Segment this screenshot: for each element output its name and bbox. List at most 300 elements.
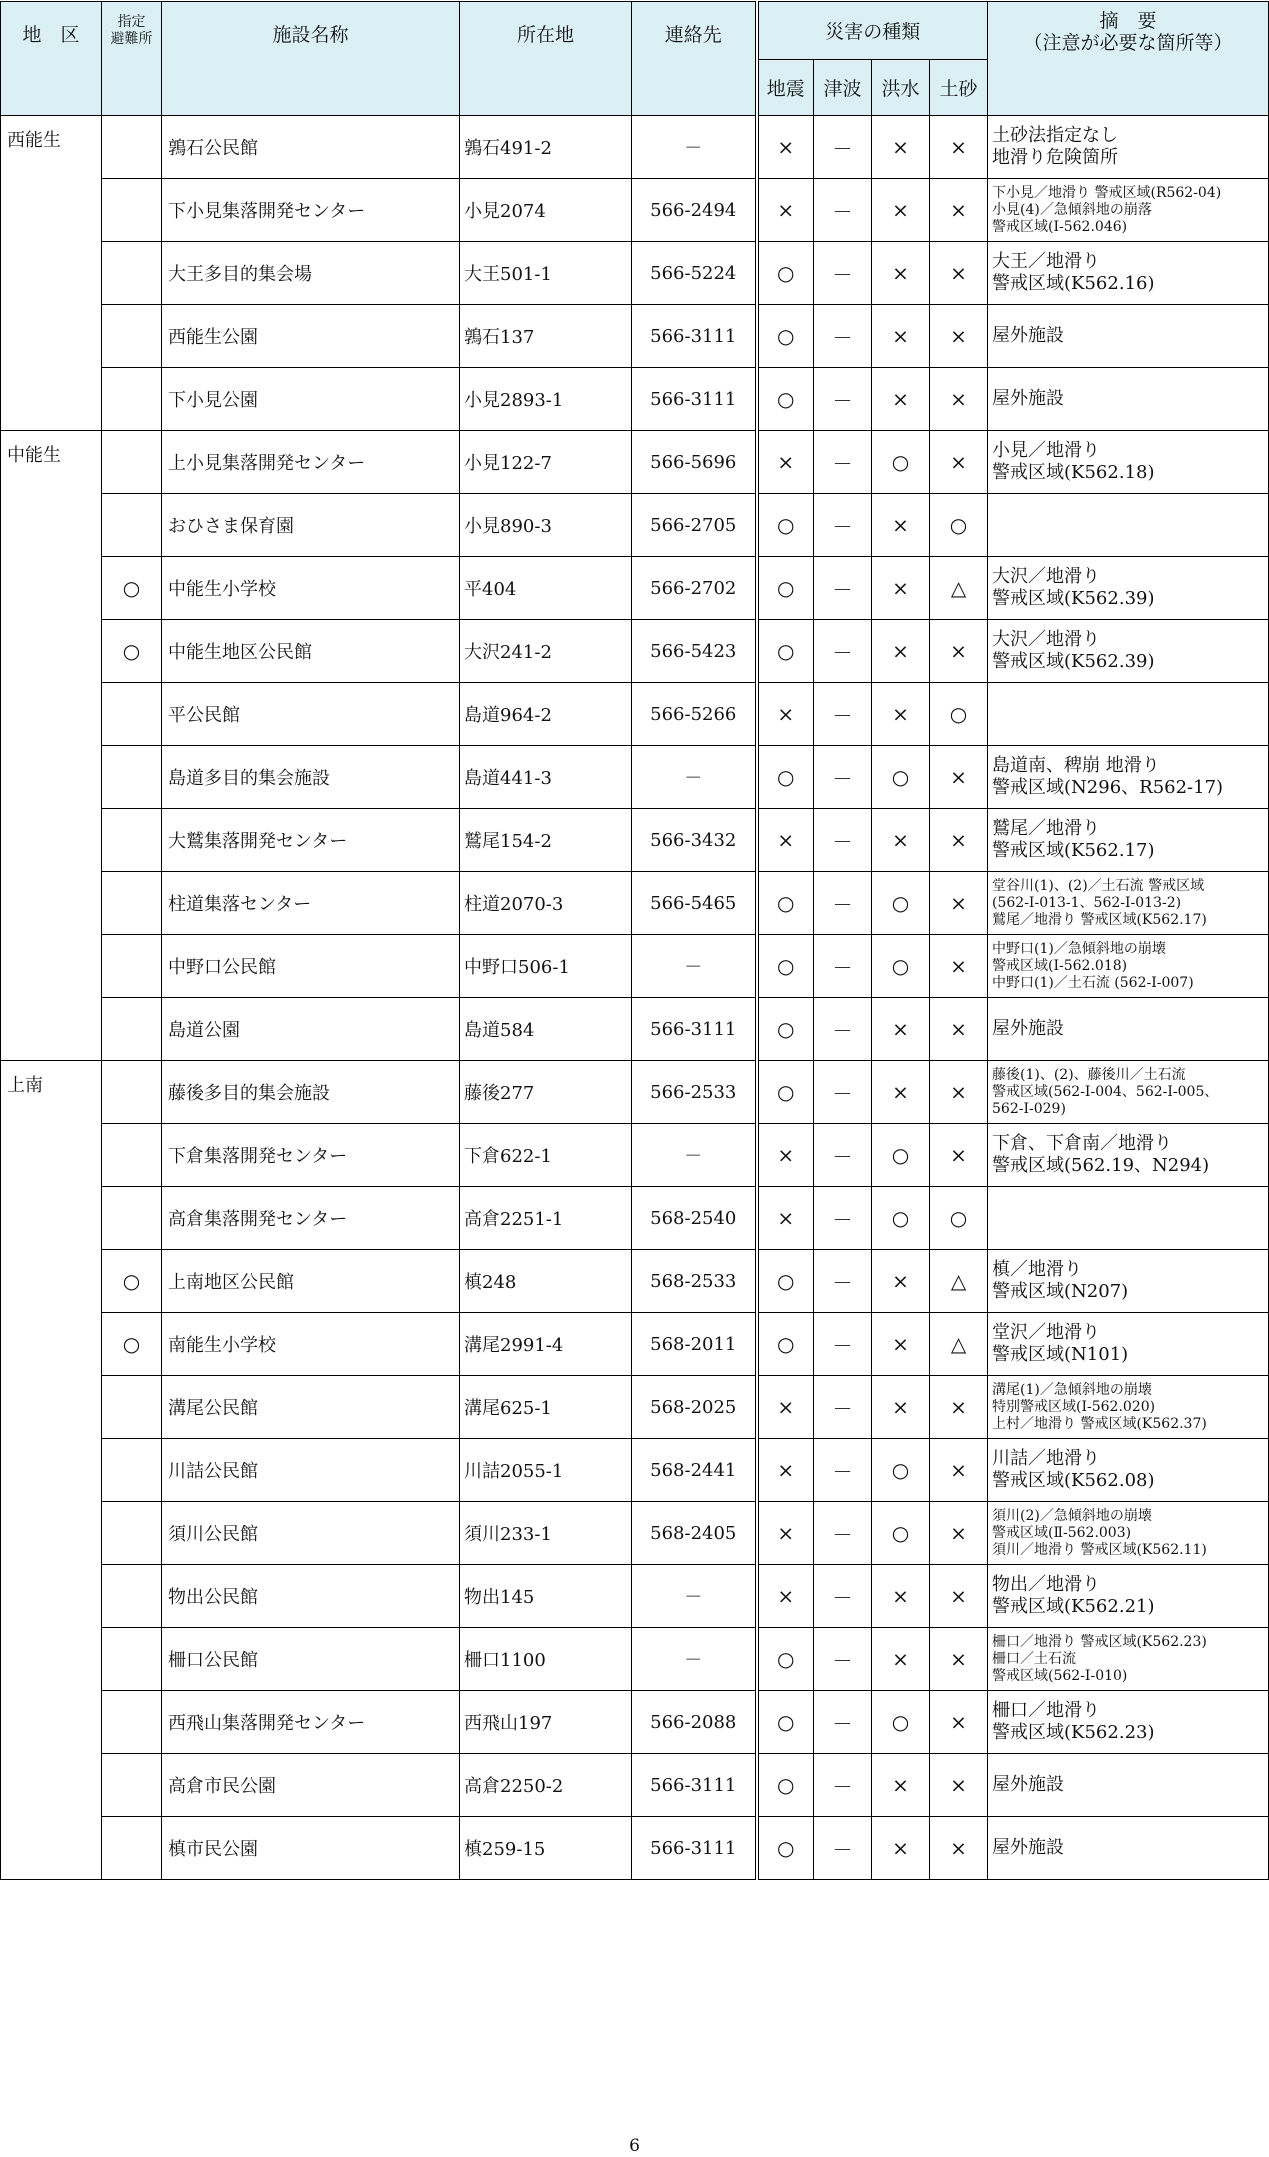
earthquake-cell: × xyxy=(757,431,814,494)
flood-cell: × xyxy=(872,998,930,1061)
contact-cell: 566-3111 xyxy=(632,998,757,1061)
facility-name-cell: 高倉市民公園 xyxy=(162,1754,460,1817)
tsunami-cell: － xyxy=(814,1817,872,1880)
contact-cell: 568-2533 xyxy=(632,1250,757,1313)
table-row xyxy=(1,1502,1269,1565)
page-number: 6 xyxy=(629,2136,640,2156)
contact-cell: 568-2025 xyxy=(632,1376,757,1439)
contact-cell: 566-3111 xyxy=(632,1817,757,1880)
address-cell: 溝尾625-1 xyxy=(460,1376,632,1439)
note-line: 警戒区域(562.19、N294) xyxy=(992,1155,1210,1176)
landslide-cell: × xyxy=(930,809,988,872)
facility-name-cell: 大鷲集落開発センター xyxy=(162,809,460,872)
note-line: 堂沢／地滑り xyxy=(992,1322,1101,1343)
note-line: 特別警戒区域(I-562.020) xyxy=(992,1398,1156,1415)
designated-shelter-cell xyxy=(102,746,162,809)
table-row xyxy=(1,998,1269,1061)
facility-name-cell: おひさま保育園 xyxy=(162,494,460,557)
flood-cell: ○ xyxy=(872,872,930,935)
address-cell: 槙248 xyxy=(460,1250,632,1313)
facility-name-cell: 槙市民公園 xyxy=(162,1817,460,1880)
note-line: 屋外施設 xyxy=(992,325,1065,346)
table-row xyxy=(1,494,1269,557)
table-body xyxy=(1,116,1269,1880)
note-line: 藤後(1)、(2)、藤後川／土石流 xyxy=(992,1066,1186,1083)
table-row xyxy=(1,557,1269,620)
designated-shelter-cell xyxy=(102,935,162,998)
note-line: 警戒区域(562-I-004、562-I-005、 xyxy=(992,1083,1219,1100)
contact-header: 連絡先 xyxy=(632,2,757,116)
address-cell: 島道964-2 xyxy=(460,683,632,746)
notes-cell xyxy=(988,935,1269,998)
note-line: 警戒区域(K562.39) xyxy=(992,651,1155,672)
flood-cell: ○ xyxy=(872,1124,930,1187)
table-row xyxy=(1,1754,1269,1817)
designated-shelter-cell xyxy=(102,1817,162,1880)
notes-cell xyxy=(988,746,1269,809)
landslide-cell: △ xyxy=(930,557,988,620)
note-line: 警戒区域(I-562.046) xyxy=(992,218,1128,235)
landslide-cell: × xyxy=(930,179,988,242)
facility-name-header: 施設名称 xyxy=(162,2,460,116)
address-cell: 柱道2070-3 xyxy=(460,872,632,935)
landslide-cell: × xyxy=(930,998,988,1061)
flood-cell: ○ xyxy=(872,1187,930,1250)
designated-shelter-cell xyxy=(102,1439,162,1502)
contact-cell: 566-5266 xyxy=(632,683,757,746)
notes-cell xyxy=(988,683,1269,746)
table-row xyxy=(1,242,1269,305)
tsunami-cell: － xyxy=(814,368,872,431)
contact-cell: 566-3111 xyxy=(632,305,757,368)
facility-name-cell: 平公民館 xyxy=(162,683,460,746)
contact-cell: － xyxy=(632,116,757,179)
notes-cell xyxy=(988,1376,1269,1439)
note-line: 島道南、稗崩 地滑り xyxy=(992,755,1160,776)
contact-cell: 566-2494 xyxy=(632,179,757,242)
earthquake-cell: ○ xyxy=(757,305,814,368)
earthquake-cell: ○ xyxy=(757,494,814,557)
facility-name-cell: 西能生公園 xyxy=(162,305,460,368)
designated-shelter-cell xyxy=(102,1565,162,1628)
earthquake-cell: × xyxy=(757,1124,814,1187)
note-line: 上村／地滑り 警戒区域(K562.37) xyxy=(992,1415,1207,1432)
address-cell: 下倉622-1 xyxy=(460,1124,632,1187)
tsunami-cell: － xyxy=(814,872,872,935)
landslide-cell: × xyxy=(930,1502,988,1565)
table-row xyxy=(1,116,1269,179)
earthquake-cell: ○ xyxy=(757,1313,814,1376)
address-cell: 大沢241-2 xyxy=(460,620,632,683)
address-cell: 鶉石137 xyxy=(460,305,632,368)
note-line: 須川(2)／急傾斜地の崩壊 xyxy=(992,1507,1152,1524)
earthquake-cell: ○ xyxy=(757,1754,814,1817)
designated-shelter-cell xyxy=(102,809,162,872)
tsunami-cell: － xyxy=(814,935,872,998)
facility-name-cell: 上南地区公民館 xyxy=(162,1250,460,1313)
tsunami-cell: － xyxy=(814,746,872,809)
contact-cell: 566-3432 xyxy=(632,809,757,872)
note-line: 警戒区域(I-562.018) xyxy=(992,957,1128,974)
landslide-cell: × xyxy=(930,368,988,431)
tsunami-cell: － xyxy=(814,809,872,872)
earthquake-cell: ○ xyxy=(757,368,814,431)
flood-cell: × xyxy=(872,809,930,872)
tsunami-cell: － xyxy=(814,998,872,1061)
flood-cell: × xyxy=(872,1313,930,1376)
table-row xyxy=(1,746,1269,809)
earthquake-cell: ○ xyxy=(757,557,814,620)
note-line: (562-I-013-1、562-I-013-2) xyxy=(992,894,1182,911)
flood-cell: × xyxy=(872,1628,930,1691)
notes-cell xyxy=(988,620,1269,683)
note-line: 須川／地滑り 警戒区域(K562.11) xyxy=(992,1541,1207,1558)
flood-cell: ○ xyxy=(872,1502,930,1565)
address-cell: 川詰2055-1 xyxy=(460,1439,632,1502)
facility-name-cell: 藤後多目的集会施設 xyxy=(162,1061,460,1124)
facility-name-cell: 中能生地区公民館 xyxy=(162,620,460,683)
earthquake-cell: × xyxy=(757,683,814,746)
contact-cell: 566-3111 xyxy=(632,368,757,431)
facility-name-cell: 中能生小学校 xyxy=(162,557,460,620)
note-line: 土砂法指定なし xyxy=(992,125,1119,146)
table-row xyxy=(1,179,1269,242)
landslide-header: 土砂 xyxy=(930,60,988,116)
designated-shelter-cell xyxy=(102,368,162,431)
flood-cell: × xyxy=(872,179,930,242)
landslide-cell: × xyxy=(930,1565,988,1628)
tsunami-cell: － xyxy=(814,242,872,305)
note-line: 物出／地滑り xyxy=(992,1574,1101,1595)
tsunami-cell: － xyxy=(814,1628,872,1691)
earthquake-cell: × xyxy=(757,1502,814,1565)
facility-name-cell: 島道多目的集会施設 xyxy=(162,746,460,809)
note-line: 警戒区域(N101) xyxy=(992,1344,1129,1365)
designated-shelter-cell xyxy=(102,494,162,557)
notes-cell xyxy=(988,1754,1269,1817)
landslide-cell: × xyxy=(930,1439,988,1502)
earthquake-cell: ○ xyxy=(757,872,814,935)
facility-name-cell: 柱道集落センター xyxy=(162,872,460,935)
earthquake-cell: × xyxy=(757,1376,814,1439)
landslide-cell: ○ xyxy=(930,1187,988,1250)
address-cell: 小見2893-1 xyxy=(460,368,632,431)
flood-cell: ○ xyxy=(872,1439,930,1502)
landslide-cell: ○ xyxy=(930,494,988,557)
designated-shelter-cell xyxy=(102,305,162,368)
tsunami-cell: － xyxy=(814,683,872,746)
note-line: 小見(4)／急傾斜地の崩落 xyxy=(992,201,1152,218)
designated-shelter-cell xyxy=(102,1754,162,1817)
note-line: 警戒区域(K562.18) xyxy=(992,462,1155,483)
notes-cell xyxy=(988,1817,1269,1880)
note-line: 大沢／地滑り xyxy=(992,629,1101,650)
landslide-cell: × xyxy=(930,1817,988,1880)
address-cell: 鷲尾154-2 xyxy=(460,809,632,872)
table-row xyxy=(1,1376,1269,1439)
notes-cell xyxy=(988,431,1269,494)
designated-shelter-cell xyxy=(102,1061,162,1124)
flood-cell: ○ xyxy=(872,746,930,809)
note-line: 警戒区域(562-I-010) xyxy=(992,1667,1128,1684)
notes-cell xyxy=(988,809,1269,872)
flood-cell: × xyxy=(872,305,930,368)
note-line: 小見／地滑り xyxy=(992,440,1101,461)
table-row xyxy=(1,1817,1269,1880)
tsunami-cell: － xyxy=(814,557,872,620)
address-cell: 藤後277 xyxy=(460,1061,632,1124)
contact-cell: － xyxy=(632,1565,757,1628)
landslide-cell: △ xyxy=(930,1313,988,1376)
earthquake-cell: × xyxy=(757,809,814,872)
facility-name-cell: 高倉集落開発センター xyxy=(162,1187,460,1250)
flood-cell: ○ xyxy=(872,431,930,494)
note-line: 柵口／地滑り 警戒区域(K562.23) xyxy=(992,1633,1207,1650)
district-cell: 上南 xyxy=(1,1061,102,1880)
tsunami-cell: － xyxy=(814,1502,872,1565)
note-line: 鷲尾／地滑り xyxy=(992,818,1101,839)
contact-cell: 566-2088 xyxy=(632,1691,757,1754)
table-row xyxy=(1,431,1269,494)
notes-cell xyxy=(988,1502,1269,1565)
address-cell: 西飛山197 xyxy=(460,1691,632,1754)
notes-cell xyxy=(988,179,1269,242)
notes-cell xyxy=(988,1691,1269,1754)
facility-name-cell: 下小見公園 xyxy=(162,368,460,431)
facility-name-cell: 川詰公民館 xyxy=(162,1439,460,1502)
district-header: 地 区 xyxy=(1,2,102,116)
tsunami-cell: － xyxy=(814,1250,872,1313)
district-cell: 西能生 xyxy=(1,116,102,431)
facility-name-cell: 須川公民館 xyxy=(162,1502,460,1565)
address-header: 所在地 xyxy=(460,2,632,116)
notes-cell xyxy=(988,1628,1269,1691)
flood-cell: × xyxy=(872,683,930,746)
contact-cell: 568-2405 xyxy=(632,1502,757,1565)
contact-cell: 566-2533 xyxy=(632,1061,757,1124)
table-row xyxy=(1,1313,1269,1376)
designated-shelter-cell: ○ xyxy=(102,620,162,683)
contact-cell: 566-2705 xyxy=(632,494,757,557)
flood-cell: × xyxy=(872,1817,930,1880)
tsunami-cell: － xyxy=(814,1565,872,1628)
tsunami-cell: － xyxy=(814,179,872,242)
note-line: 下小見／地滑り 警戒区域(R562-04) xyxy=(992,184,1222,201)
earthquake-cell: ○ xyxy=(757,1250,814,1313)
tsunami-cell: － xyxy=(814,1187,872,1250)
earthquake-cell: ○ xyxy=(757,1061,814,1124)
tsunami-cell: － xyxy=(814,1691,872,1754)
table-row xyxy=(1,935,1269,998)
note-line: 川詰／地滑り xyxy=(992,1448,1101,1469)
address-cell: 物出145 xyxy=(460,1565,632,1628)
note-line: 警戒区域(K562.39) xyxy=(992,588,1155,609)
designated-shelter-cell: ○ xyxy=(102,1250,162,1313)
notes-cell xyxy=(988,1061,1269,1124)
notes-cell xyxy=(988,998,1269,1061)
table-row xyxy=(1,1250,1269,1313)
address-cell: 鶉石491-2 xyxy=(460,116,632,179)
earthquake-cell: × xyxy=(757,1439,814,1502)
designated-shelter-cell: ○ xyxy=(102,557,162,620)
note-line: 562-I-029) xyxy=(992,1100,1066,1117)
flood-cell: × xyxy=(872,557,930,620)
table-row xyxy=(1,683,1269,746)
facility-name-cell: 島道公園 xyxy=(162,998,460,1061)
flood-cell: × xyxy=(872,242,930,305)
district-cell: 中能生 xyxy=(1,431,102,1061)
earthquake-cell: ○ xyxy=(757,242,814,305)
flood-cell: × xyxy=(872,1754,930,1817)
address-cell: 高倉2251-1 xyxy=(460,1187,632,1250)
flood-cell: × xyxy=(872,1565,930,1628)
contact-cell: 566-2702 xyxy=(632,557,757,620)
note-line: 警戒区域(K562.17) xyxy=(992,840,1155,861)
designated-shelter-cell xyxy=(102,1376,162,1439)
contact-cell: － xyxy=(632,935,757,998)
note-line: 中野口(1)／急傾斜地の崩壊 xyxy=(992,940,1166,957)
landslide-cell: × xyxy=(930,431,988,494)
facility-name-cell: 下倉集落開発センター xyxy=(162,1124,460,1187)
contact-cell: 568-2441 xyxy=(632,1439,757,1502)
note-line: 警戒区域(Ⅱ-562.003) xyxy=(992,1524,1132,1541)
note-line: 警戒区域(K562.08) xyxy=(992,1470,1155,1491)
tsunami-cell: － xyxy=(814,305,872,368)
earthquake-header: 地震 xyxy=(757,60,814,116)
tsunami-cell: － xyxy=(814,116,872,179)
address-cell: 島道584 xyxy=(460,998,632,1061)
flood-cell: ○ xyxy=(872,935,930,998)
contact-cell: 568-2011 xyxy=(632,1313,757,1376)
earthquake-cell: × xyxy=(757,116,814,179)
contact-cell: 566-3111 xyxy=(632,1754,757,1817)
note-line: 中野口(1)／土石流 (562-I-007) xyxy=(992,974,1194,991)
notes-cell xyxy=(988,1250,1269,1313)
designated-shelter-cell xyxy=(102,116,162,179)
designated-shelter-cell xyxy=(102,1124,162,1187)
note-line: 大沢／地滑り xyxy=(992,566,1101,587)
table-header xyxy=(1,2,1269,116)
earthquake-cell: ○ xyxy=(757,998,814,1061)
landslide-cell: △ xyxy=(930,1250,988,1313)
designated-shelter-cell xyxy=(102,683,162,746)
evacuation-facility-table xyxy=(0,1,1269,1880)
facility-name-cell: 下小見集落開発センター xyxy=(162,179,460,242)
note-line: 警戒区域(K562.16) xyxy=(992,273,1155,294)
flood-cell: × xyxy=(872,1376,930,1439)
earthquake-cell: × xyxy=(757,179,814,242)
earthquake-cell: × xyxy=(757,1187,814,1250)
landslide-cell: × xyxy=(930,1061,988,1124)
landslide-cell: × xyxy=(930,116,988,179)
designated-shelter-header: 指定 避難所 xyxy=(102,2,162,116)
tsunami-cell: － xyxy=(814,1313,872,1376)
table-row xyxy=(1,1691,1269,1754)
tsunami-cell: － xyxy=(814,1061,872,1124)
contact-cell: 566-5465 xyxy=(632,872,757,935)
note-line: 警戒区域(N296、R562-17) xyxy=(992,777,1224,798)
notes-header: 摘 要 （注意が必要な箇所等） xyxy=(988,2,1269,116)
note-line: 下倉、下倉南／地滑り xyxy=(992,1133,1173,1154)
notes-cell xyxy=(988,494,1269,557)
designated-shelter-cell xyxy=(102,431,162,494)
flood-cell: × xyxy=(872,1061,930,1124)
notes-cell xyxy=(988,872,1269,935)
address-cell: 大王501-1 xyxy=(460,242,632,305)
address-cell: 島道441-3 xyxy=(460,746,632,809)
address-cell: 小見122-7 xyxy=(460,431,632,494)
contact-cell: － xyxy=(632,1628,757,1691)
tsunami-cell: － xyxy=(814,431,872,494)
contact-cell: 568-2540 xyxy=(632,1187,757,1250)
note-line: 屋外施設 xyxy=(992,388,1065,409)
tsunami-cell: － xyxy=(814,1439,872,1502)
address-cell: 高倉2250-2 xyxy=(460,1754,632,1817)
address-cell: 槙259-15 xyxy=(460,1817,632,1880)
note-line: 鷲尾／地滑り 警戒区域(K562.17) xyxy=(992,911,1207,928)
designated-shelter-cell xyxy=(102,1691,162,1754)
flood-cell: × xyxy=(872,1250,930,1313)
table-row xyxy=(1,872,1269,935)
designated-shelter-cell xyxy=(102,1502,162,1565)
table-row xyxy=(1,1565,1269,1628)
tsunami-header: 津波 xyxy=(814,60,872,116)
table-row xyxy=(1,1061,1269,1124)
note-line: 警戒区域(K562.21) xyxy=(992,1596,1155,1617)
facility-name-cell: 物出公民館 xyxy=(162,1565,460,1628)
note-line: 地滑り危険箇所 xyxy=(992,147,1119,168)
earthquake-cell: × xyxy=(757,1565,814,1628)
notes-cell xyxy=(988,368,1269,431)
contact-cell: － xyxy=(632,746,757,809)
table-row xyxy=(1,620,1269,683)
table-row xyxy=(1,368,1269,431)
designated-shelter-cell xyxy=(102,242,162,305)
table-row xyxy=(1,1439,1269,1502)
landslide-cell: × xyxy=(930,872,988,935)
earthquake-cell: ○ xyxy=(757,620,814,683)
note-line: 警戒区域(N207) xyxy=(992,1281,1129,1302)
flood-header: 洪水 xyxy=(872,60,930,116)
table-row xyxy=(1,1628,1269,1691)
tsunami-cell: － xyxy=(814,494,872,557)
note-line: 溝尾(1)／急傾斜地の崩壊 xyxy=(992,1381,1152,1398)
address-cell: 中野口506-1 xyxy=(460,935,632,998)
disaster-types-header: 災害の種類 xyxy=(757,2,988,60)
note-line: 屋外施設 xyxy=(992,1018,1065,1039)
designated-shelter-cell xyxy=(102,998,162,1061)
landslide-cell: × xyxy=(930,620,988,683)
facility-name-cell: 中野口公民館 xyxy=(162,935,460,998)
earthquake-cell: ○ xyxy=(757,746,814,809)
landslide-cell: ○ xyxy=(930,683,988,746)
notes-cell xyxy=(988,1124,1269,1187)
notes-cell xyxy=(988,1187,1269,1250)
note-line: 屋外施設 xyxy=(992,1774,1065,1795)
landslide-cell: × xyxy=(930,1691,988,1754)
address-cell: 小見2074 xyxy=(460,179,632,242)
flood-cell: × xyxy=(872,494,930,557)
flood-cell: × xyxy=(872,368,930,431)
earthquake-cell: ○ xyxy=(757,1691,814,1754)
note-line: 柵口／土石流 xyxy=(992,1650,1077,1667)
landslide-cell: × xyxy=(930,305,988,368)
tsunami-cell: － xyxy=(814,620,872,683)
flood-cell: ○ xyxy=(872,1691,930,1754)
table-row xyxy=(1,809,1269,872)
notes-cell xyxy=(988,1313,1269,1376)
landslide-cell: × xyxy=(930,746,988,809)
